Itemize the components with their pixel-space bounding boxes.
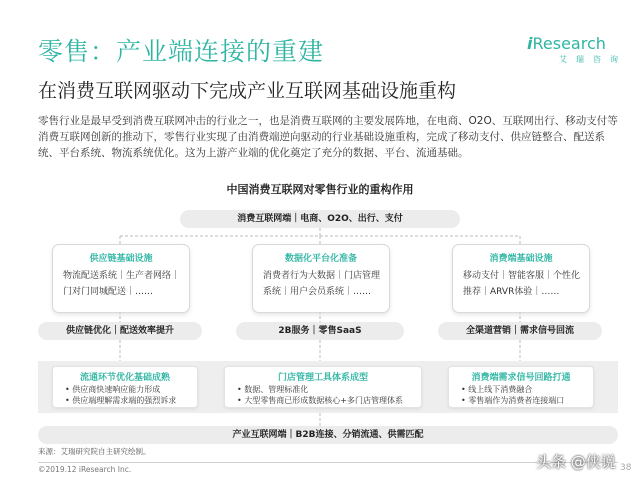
logo-brand-i: i — [527, 34, 533, 53]
intro-paragraph: 零售行业是最早受到消费互联网冲击的行业之一，也是消费互联网的主要发展阵地，在电商、O2O、互联网出行、移动支付等消费互联网创新的推动下，零售行业实现了由消费端逆向驱动的行业基础设施重构，完成了移动支付、供应链整合、配送系统、平台系统、物流系统优化。这为上游产业端的优化奠定了充分的数据、平台、流通基础。 — [38, 115, 618, 159]
box-body — [237, 384, 421, 406]
logo-brand-rest: Research — [532, 34, 606, 53]
page-number: 38 — [620, 463, 632, 473]
diagram-title: 中国消费互联网对零售行业的重构作用 — [226, 183, 414, 196]
industrial-internet-bar: 产业互联网端｜B2B连接、分销流通、供需匹配 — [38, 426, 618, 444]
box-bullet: • 供应商快速响应能力形成 — [65, 385, 161, 394]
card-title: 数据化平台化准备 — [284, 254, 357, 264]
box-bullet: • 供应端理解需求端的强烈诉求 — [65, 396, 177, 405]
logo-cn: 艾瑞咨询 — [559, 55, 627, 64]
card-body — [263, 268, 389, 300]
card-body — [463, 268, 589, 300]
card-supply-chain — [52, 244, 190, 313]
watermark: 头条 @侠说 — [536, 453, 616, 471]
card-title: 消费端基础设施 — [489, 254, 553, 264]
pill-supply-optimization: 供应链优化｜配送效率提升 — [38, 322, 202, 340]
box-demand-signal — [448, 366, 594, 408]
box-circulation — [52, 366, 198, 408]
box-bullet: • 零售端作为消费者连接端口 — [461, 396, 565, 405]
source-note: 来源：艾瑞研究院自主研究绘制。 — [38, 447, 151, 456]
box-title: 流通环节优化基础成熟 — [79, 373, 170, 383]
card-line: 推荐｜ARVR体验｜…… — [463, 287, 560, 297]
box-bullet: • 大型零售商已形成数据核心+多门店管理体系 — [237, 396, 403, 405]
pill-omnichannel: 全渠道营销｜需求信号回流 — [438, 322, 602, 340]
box-title: 门店管理工具体系成型 — [277, 373, 368, 383]
box-body — [65, 384, 197, 406]
page-subtitle: 在消费互联网驱动下完成产业互联网基础设施重构 — [38, 80, 457, 102]
page-title: 零售：产业端连接的重建 — [38, 37, 325, 66]
box-store-management — [224, 366, 422, 408]
card-line: 门对门同城配送｜…… — [63, 287, 154, 297]
footer-divider — [38, 462, 618, 463]
card-line: 移动支付｜智能客服｜个性化 — [463, 271, 581, 281]
consumer-internet-bar: 消费互联网端｜电商、O2O、出行、支付 — [180, 210, 460, 228]
card-line: 物流配送系统｜生产者网络｜ — [63, 271, 181, 281]
card-line: 系统｜用户会员系统｜…… — [263, 287, 372, 297]
card-body — [63, 268, 189, 300]
card-data-platform — [252, 244, 390, 313]
box-bullet: • 线上线下消费融合 — [461, 385, 533, 394]
copyright: ©2019.12 iResearch Inc. — [38, 465, 132, 474]
box-body — [461, 384, 593, 406]
card-title: 供应链基础设施 — [89, 254, 153, 264]
box-bullet: • 数据、管理标准化 — [237, 385, 309, 394]
card-consumer-infra — [452, 244, 590, 313]
pill-2b-service: 2B服务｜零售SaaS — [236, 322, 404, 340]
box-title: 消费端需求信号回路打通 — [471, 373, 571, 383]
card-line: 消费者行为大数据｜门店管理 — [263, 271, 381, 281]
